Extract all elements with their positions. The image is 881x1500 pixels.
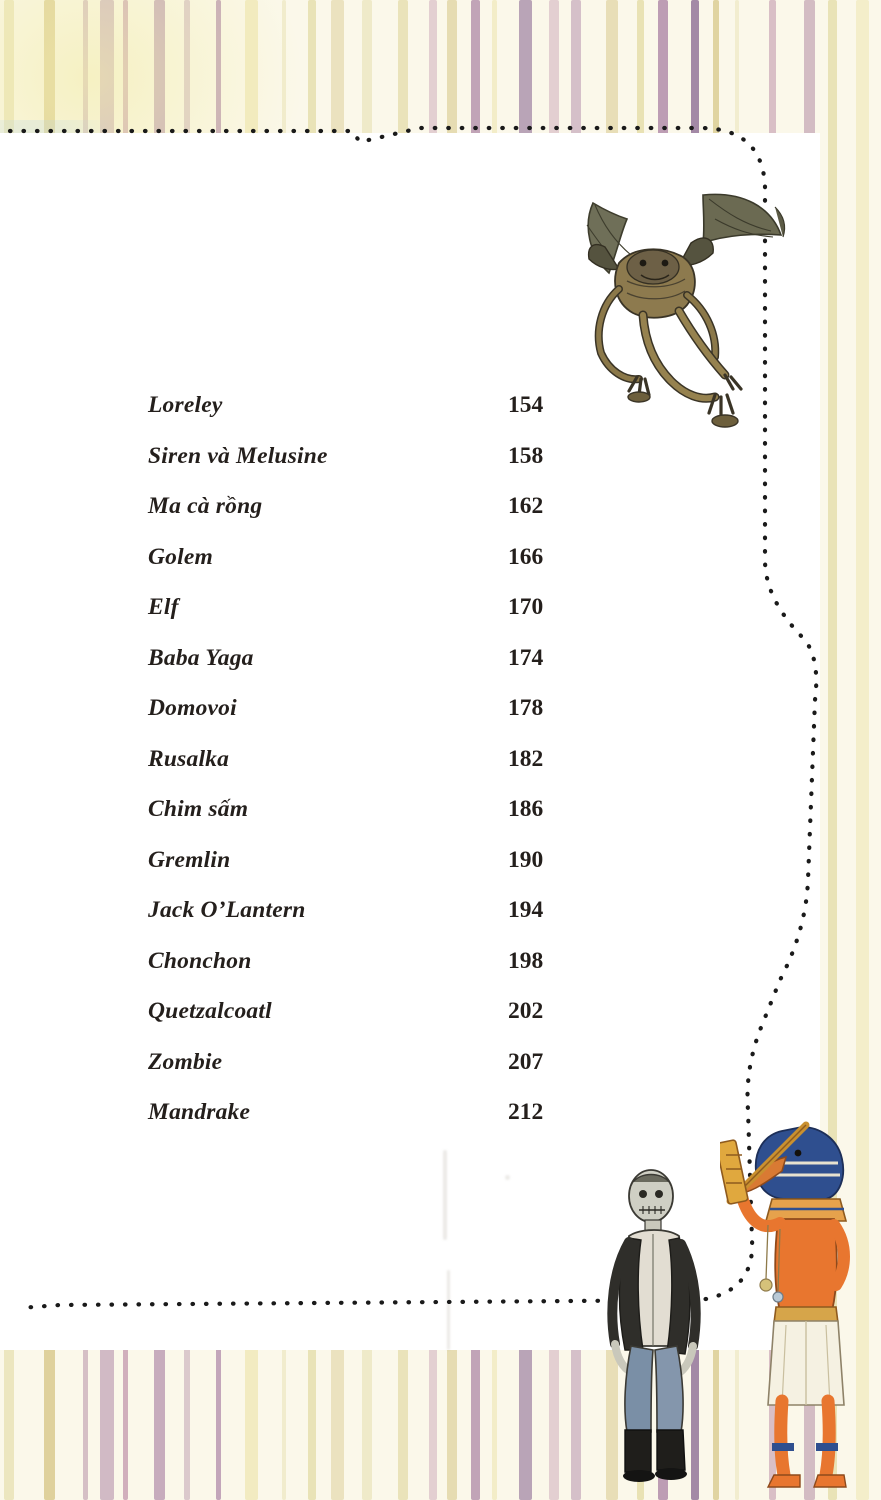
toc-entry-title: Loreley	[148, 392, 223, 418]
toc-entry-page-number: 212	[508, 1099, 544, 1125]
toc-entry-page-wrap	[508, 897, 568, 924]
print-smudge	[447, 1270, 450, 1350]
toc-entry-page-number: 162	[508, 493, 544, 519]
toc-entry[interactable]	[148, 695, 568, 746]
toc-entry-page-number: 202	[508, 998, 544, 1024]
toc-entry-page-number: 178	[508, 695, 544, 721]
toc-entry-title: Rusalka	[148, 745, 230, 772]
toc-entry-page-wrap	[508, 746, 568, 773]
toc-entry-page-number: 207	[508, 1048, 544, 1075]
toc-entry-title: Elf	[148, 594, 179, 620]
print-smudge	[505, 1175, 510, 1180]
toc-entry[interactable]	[148, 594, 568, 645]
toc-entry-page-number: 186	[508, 796, 544, 822]
toc-entry-page-wrap	[508, 392, 568, 419]
toc-entry[interactable]	[148, 493, 568, 544]
toc-entry-page-wrap	[508, 544, 568, 571]
toc-entry-title: Gremlin	[148, 846, 231, 873]
toc-entry-page-number: 170	[508, 594, 544, 620]
toc-entry-title: Ma cà rồng	[148, 493, 263, 519]
toc-entry-page-wrap	[508, 847, 568, 874]
toc-entry[interactable]	[148, 1049, 568, 1100]
toc-entry-title: Siren và Melusine	[148, 442, 328, 469]
toc-entry-page-wrap	[508, 796, 568, 823]
gremlin-illustration	[575, 185, 805, 455]
toc-entry-page-number: 166	[508, 543, 544, 570]
toc-entry-page-wrap	[508, 594, 568, 621]
toc-entry-title: Domovoi	[148, 695, 237, 721]
toc-entry[interactable]	[148, 847, 568, 898]
toc-entry-page-number: 190	[508, 846, 544, 873]
toc-entry[interactable]	[148, 897, 568, 948]
zombie-illustration	[595, 1160, 735, 1490]
toc-entry-page-number: 194	[508, 897, 544, 923]
toc-entry[interactable]	[148, 443, 568, 494]
toc-entry-page-number: 154	[508, 392, 544, 418]
print-smudge	[443, 1150, 447, 1240]
toc-entry-page-wrap	[508, 695, 568, 722]
toc-entry[interactable]	[148, 392, 568, 443]
toc-entry-title: Jack O’Lantern	[148, 897, 306, 923]
toc-entry[interactable]	[148, 998, 568, 1049]
toc-entry[interactable]	[148, 645, 568, 696]
toc-entry-title: Zombie	[148, 1048, 223, 1075]
toc-entry-title: Chim sấm	[148, 796, 249, 822]
toc-entry[interactable]	[148, 544, 568, 595]
toc-entry-page-number: 198	[508, 947, 544, 974]
toc-entry-page-number: 158	[508, 442, 544, 469]
thoth-illustration	[720, 1105, 880, 1495]
toc-entry-page-wrap	[508, 998, 568, 1025]
toc-entry-title: Baba Yaga	[148, 644, 254, 671]
toc-entry-page-wrap	[508, 645, 568, 672]
toc-entry-title: Quetzalcoatl	[148, 998, 272, 1024]
toc-entry[interactable]	[148, 796, 568, 847]
toc-entry[interactable]	[148, 948, 568, 999]
toc-entry-page-wrap	[508, 1099, 568, 1126]
toc-entry[interactable]	[148, 746, 568, 797]
toc-entry-title: Golem	[148, 543, 213, 570]
toc-entry-title: Mandrake	[148, 1099, 251, 1125]
toc-entry-page-wrap	[508, 443, 568, 470]
toc-entry-page-number: 182	[508, 745, 544, 772]
toc-entry[interactable]	[148, 1099, 568, 1150]
toc-entry-title: Chonchon	[148, 947, 252, 974]
toc-entry-page-wrap	[508, 493, 568, 520]
table-of-contents	[148, 392, 568, 1150]
toc-entry-page-wrap	[508, 1049, 568, 1076]
toc-entry-page-number: 174	[508, 644, 544, 671]
toc-entry-page-wrap	[508, 948, 568, 975]
